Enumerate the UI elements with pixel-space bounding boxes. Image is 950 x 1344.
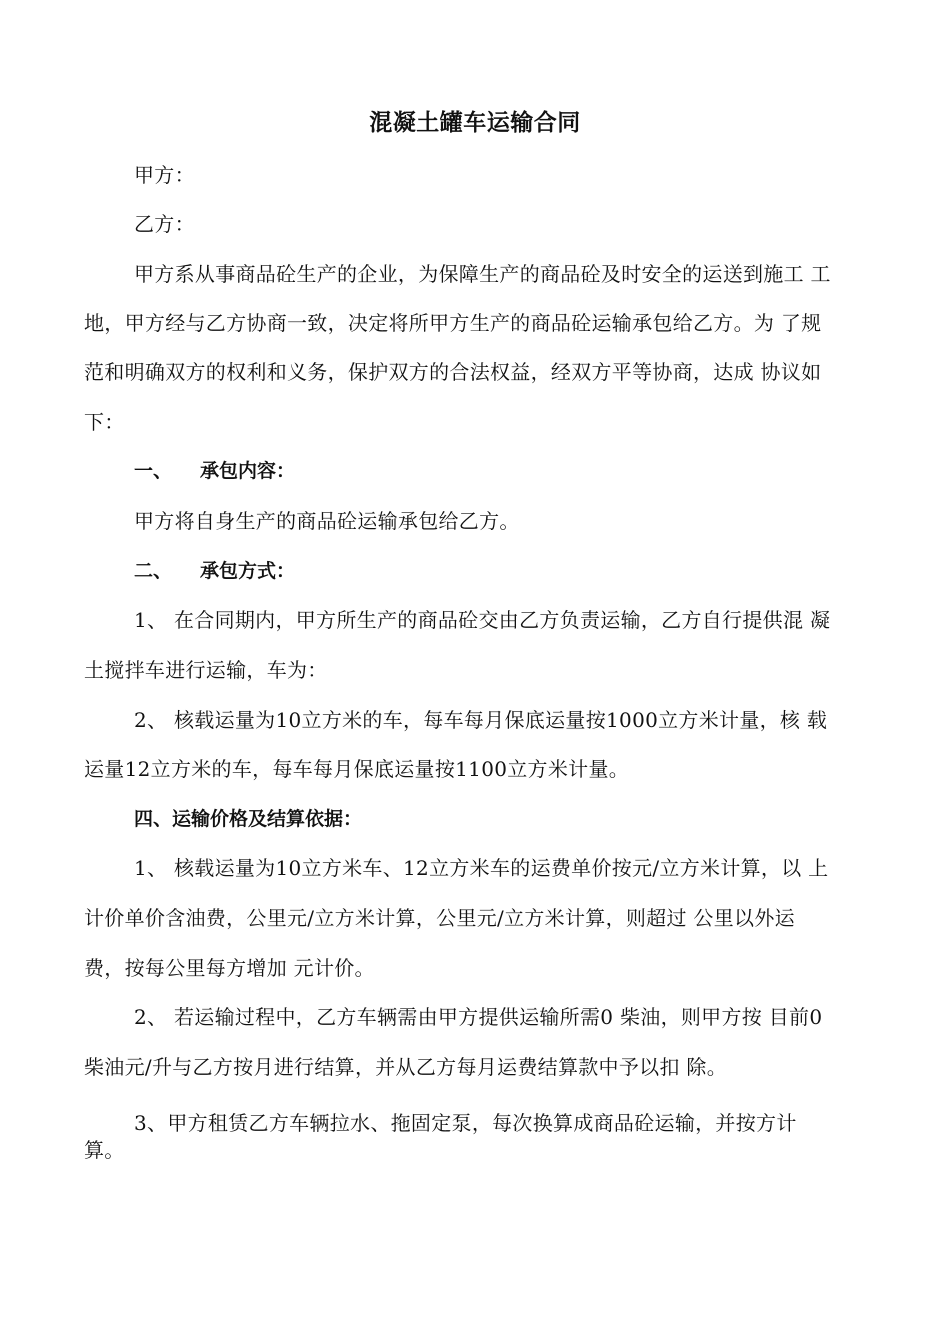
intro-line-3: 范和明确双方的权利和义务，保护双方的合法权益，经双方平等协商，达成 协议如 bbox=[84, 360, 822, 384]
section-2-heading bbox=[134, 558, 295, 584]
section-2-title: 承包方式： bbox=[200, 560, 296, 582]
party-a-label: 甲方： bbox=[134, 163, 195, 187]
document-title: 混凝土罐车运输合同 bbox=[369, 110, 581, 136]
section-1-heading bbox=[134, 458, 295, 484]
section-4-item-3-line-1: 3、甲方租赁乙方车辆拉水、拖固定泵，每次换算成商品砼运输，并按方计 bbox=[134, 1111, 797, 1135]
section-1-body: 甲方将自身生产的商品砼运输承包给乙方。 bbox=[134, 509, 520, 533]
section-1-number: 一、 bbox=[134, 460, 173, 482]
section-2-item-2-line-2: 运量12立方米的车，每车每月保底运量按1100立方米计量。 bbox=[84, 757, 630, 781]
section-4-heading: 四、运输价格及结算依据： bbox=[134, 808, 363, 830]
intro-line-4: 下： bbox=[84, 410, 125, 434]
section-2-item-2-line-1: 2、 核载运量为10立方米的车，每车每月保底运量按1000立方米计量，核 载 bbox=[134, 708, 828, 732]
party-b-label: 乙方： bbox=[134, 212, 195, 236]
section-4-item-1-line-1: 1、 核载运量为10立方米车、12立方米车的运费单价按元/立方米计算，以 上 bbox=[134, 856, 829, 880]
section-4-item-1-line-3: 费，按每公里每方增加 元计价。 bbox=[84, 956, 375, 980]
section-4-item-2-line-1: 2、 若运输过程中，乙方车辆需由甲方提供运输所需0 柴油，则甲方按 目前0 bbox=[134, 1005, 823, 1029]
section-2-number: 二、 bbox=[134, 560, 173, 582]
intro-line-1: 甲方系从事商品砼生产的企业，为保障生产的商品砼及时安全的运送到施工 工 bbox=[134, 262, 831, 286]
section-4-item-3-line-2: 算。 bbox=[84, 1138, 125, 1162]
section-2-item-1-line-2: 土搅拌车进行运输，车为： bbox=[84, 658, 328, 682]
section-2-item-1-line-1: 1、 在合同期内，甲方所生产的商品砼交由乙方负责运输，乙方自行提供混 凝 bbox=[134, 608, 831, 632]
section-1-title: 承包内容： bbox=[200, 460, 296, 482]
section-4-item-2-line-2: 柴油元/升与乙方按月进行结算，并从乙方每月运费结算款中予以扣 除。 bbox=[84, 1055, 727, 1079]
section-4-item-1-line-2: 计价单价含油费，公里元/立方米计算，公里元/立方米计算，则超过 公里以外运 bbox=[84, 906, 795, 930]
intro-line-2: 地，甲方经与乙方协商一致，决定将所甲方生产的商品砼运输承包给乙方。为 了规 bbox=[84, 311, 822, 335]
